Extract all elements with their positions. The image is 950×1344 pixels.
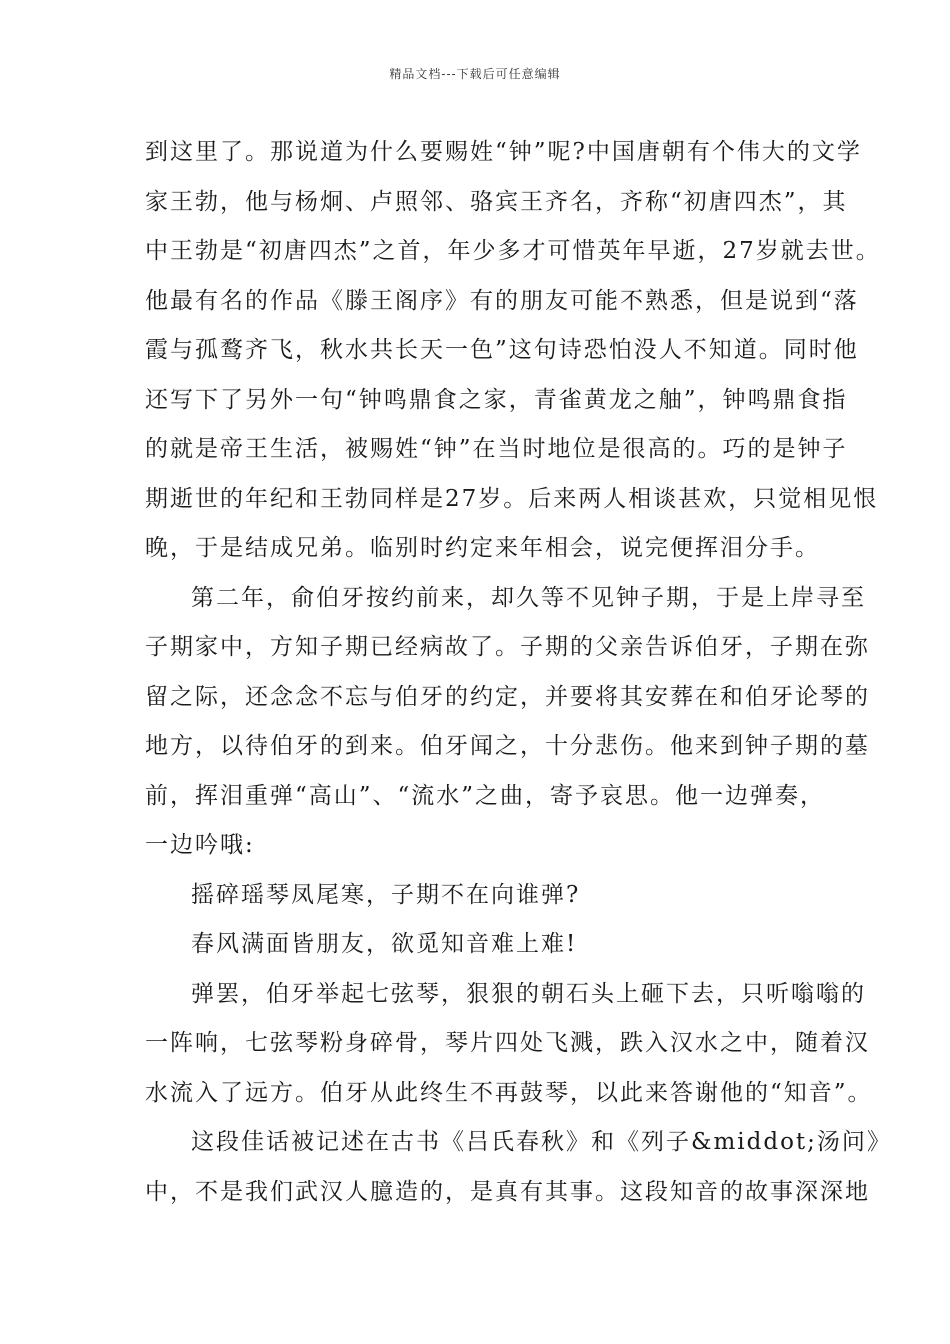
paragraph-line: 子期家中，方知子期已经病故了。子期的父亲告诉伯牙，子期在弥 (145, 634, 870, 660)
paragraph-line: 弹罢，伯牙举起七弦琴，狠狠的朝石头上砸下去，只听嗡嗡的 (191, 980, 866, 1007)
paragraph-line: 中王勃是“初唐四杰”之首，年少多才可惜英年早逝，27岁就去世。 (145, 238, 881, 264)
paragraph-line: 这段佳话被记述在古书《吕氏春秋》和《列子&middot;汤问》 (191, 1129, 892, 1155)
paragraph-line: 前，挥泪重弹“高山”、“流水”之曲，寄予哀思。他一边弹奏， (145, 782, 826, 809)
page-header: 精品文档---下载后可任意编辑 (389, 67, 561, 81)
document-body (145, 128, 892, 1217)
paragraph-line: 第二年，俞伯牙按约前来，却久等不见钟子期，于是上岸寻至 (191, 584, 866, 611)
paragraph-line: 的就是帝王生活，被赐姓“钟”在当时地位是很高的。巧的是钟子 (145, 436, 848, 462)
paragraph-line: 期逝世的年纪和王勃同样是27岁。后来两人相谈甚欢，只觉相见恨 (145, 485, 879, 512)
paragraph-line: 霞与孤鹜齐飞，秋水共长天一色”这句诗恐怕没人不知道。同时他 (145, 337, 859, 363)
paragraph-line: 中，不是我们武汉人臆造的，是真有其事。这段知音的故事深深地 (145, 1178, 870, 1205)
paragraph-line: 留之际，还念念不忘与伯牙的约定，并要将其安葬在和伯牙论琴的 (145, 683, 870, 710)
paragraph-line: 家王勃，他与杨炯、卢照邻、骆宾王齐名，齐称“初唐四杰”，其 (145, 188, 848, 215)
paragraph-line: 到这里了。那说道为什么要赐姓“钟”呢?中国唐朝有个伟大的文学 (145, 139, 862, 165)
paragraph-line: 他最有名的作品《滕王阁序》有的朋友可能不熟悉，但是说到“落 (145, 287, 859, 314)
paragraph-line: 水流入了远方。伯牙从此终生不再鼓琴，以此来答谢他的“知音”。 (145, 1079, 873, 1106)
paragraph-line: 一边吟哦: (145, 832, 255, 858)
paragraph-line: 还写下了另外一句“钟鸣鼎食之家，青雀黄龙之舳”，钟鸣鼎食指 (145, 386, 848, 413)
poem-line: 摇碎瑶琴凤尾寒，子期不在向谁弹? (191, 881, 581, 908)
paragraph-line: 晚，于是结成兄弟。临别时约定来年相会，说完便挥泪分手。 (145, 535, 820, 561)
paragraph-line: 一阵响，七弦琴粉身碎骨，琴片四处飞溅，跌入汉水之中，随着汉 (145, 1030, 870, 1056)
poem-line: 春风满面皆朋友，欲觅知音难上难! (191, 931, 578, 957)
paragraph-line: 地方，以待伯牙的到来。伯牙闻之，十分悲伤。他来到钟子期的墓 (145, 733, 870, 759)
